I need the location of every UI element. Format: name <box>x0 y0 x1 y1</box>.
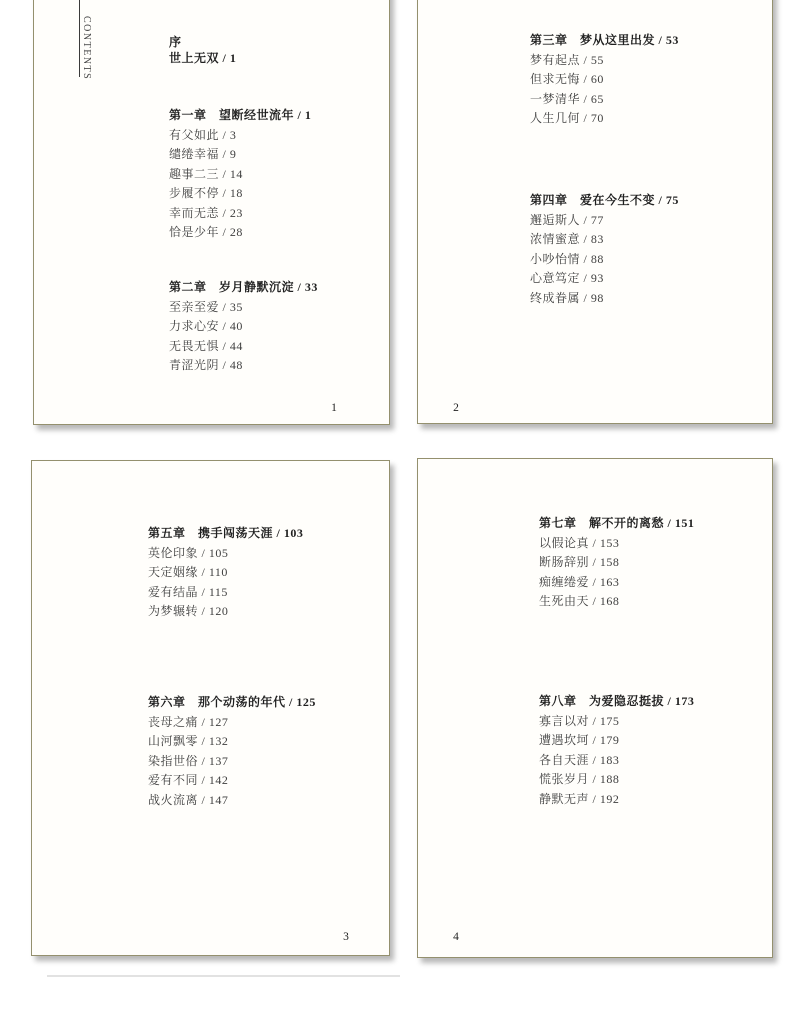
toc-entry: 各自天涯 / 183 <box>539 752 620 767</box>
toc-entry: 世上无双 / 1 <box>169 50 237 65</box>
toc-entry: 力求心安 / 40 <box>169 319 243 333</box>
toc-entry: 遭遇坎坷 / 179 <box>539 733 620 747</box>
toc-entry: 幸而无恙 / 23 <box>169 205 243 220</box>
section-title: 第一章 望断经世流年 / 1 <box>169 108 312 122</box>
toc-entry: 青涩光阴 / 48 <box>169 358 243 372</box>
toc-entry: 人生几何 / 70 <box>530 111 604 125</box>
section-title: 第六章 那个动荡的年代 / 125 <box>148 695 316 709</box>
toc-entry: 痴缠绻爱 / 163 <box>539 574 620 589</box>
toc-entry: 英伦印象 / 105 <box>148 545 229 560</box>
toc-entry: 爱有不同 / 142 <box>148 773 229 787</box>
toc-entry: 丧母之痛 / 127 <box>148 714 229 729</box>
page-number: 1 <box>331 402 337 414</box>
chapter-section-7 <box>539 514 694 612</box>
toc-page-1 <box>33 0 390 425</box>
next-page-edge <box>47 975 400 977</box>
page-number: 2 <box>453 402 459 414</box>
page-number: 3 <box>343 931 349 943</box>
toc-entry: 恰是少年 / 28 <box>169 225 243 239</box>
toc-page-3 <box>31 460 390 956</box>
chapter-section-2 <box>169 278 318 376</box>
toc-entry: 邂逅斯人 / 77 <box>530 212 604 227</box>
chapter-section-8 <box>539 692 694 809</box>
toc-entry: 慌张岁月 / 188 <box>539 772 620 786</box>
toc-entry: 步履不停 / 18 <box>169 186 243 200</box>
toc-page-2 <box>417 0 773 424</box>
toc-entry: 为梦辗转 / 120 <box>148 604 229 618</box>
section-title: 第八章 为爱隐忍挺拔 / 173 <box>539 694 695 708</box>
chapter-section-1 <box>169 106 311 243</box>
toc-entry: 染指世俗 / 137 <box>148 753 229 768</box>
toc-entry: 心意笃定 / 93 <box>530 271 604 285</box>
chapter-section-3 <box>530 31 679 129</box>
toc-entry: 一梦清华 / 65 <box>530 91 604 106</box>
toc-entry: 小吵怡情 / 88 <box>530 251 604 266</box>
chapter-section-5 <box>148 524 303 622</box>
toc-page-4 <box>417 458 773 958</box>
toc-entry: 有父如此 / 3 <box>169 127 237 142</box>
chapter-section-6 <box>148 693 316 810</box>
contents-vertical-label: CONTENTS <box>81 16 92 81</box>
toc-entry: 断肠辞别 / 158 <box>539 555 620 569</box>
toc-entry: 天定姻缘 / 110 <box>148 565 228 579</box>
toc-entry: 生死由天 / 168 <box>539 594 620 608</box>
toc-entry: 以假论真 / 153 <box>539 535 620 550</box>
toc-entry: 梦有起点 / 55 <box>530 52 604 67</box>
page-number: 4 <box>453 931 459 943</box>
chapter-section-4 <box>530 191 679 308</box>
section-title: 第七章 解不开的离愁 / 151 <box>539 516 695 530</box>
toc-entry: 无畏无惧 / 44 <box>169 338 243 353</box>
toc-entry: 爱有结晶 / 115 <box>148 584 228 599</box>
toc-entry: 山河飘零 / 132 <box>148 734 229 748</box>
toc-entry: 浓情蜜意 / 83 <box>530 232 604 246</box>
section-title: 第二章 岁月静默沉淀 / 33 <box>169 280 318 294</box>
section-title: 第五章 携手闯荡天涯 / 103 <box>148 526 304 540</box>
preface-section <box>169 35 236 66</box>
toc-entry: 至亲至爱 / 35 <box>169 299 243 314</box>
toc-entry: 寡言以对 / 175 <box>539 713 620 728</box>
toc-entry: 缱绻幸福 / 9 <box>169 147 237 161</box>
section-title: 序 <box>169 35 182 49</box>
section-title: 第四章 爱在今生不变 / 75 <box>530 193 679 207</box>
toc-entry: 终成眷属 / 98 <box>530 290 604 305</box>
section-title: 第三章 梦从这里出发 / 53 <box>530 33 679 47</box>
contents-rule <box>79 0 80 77</box>
toc-entry: 但求无悔 / 60 <box>530 72 604 86</box>
toc-entry: 静默无声 / 192 <box>539 791 620 806</box>
toc-entry: 趣事二三 / 14 <box>169 166 243 181</box>
toc-entry: 战火流离 / 147 <box>148 792 229 807</box>
